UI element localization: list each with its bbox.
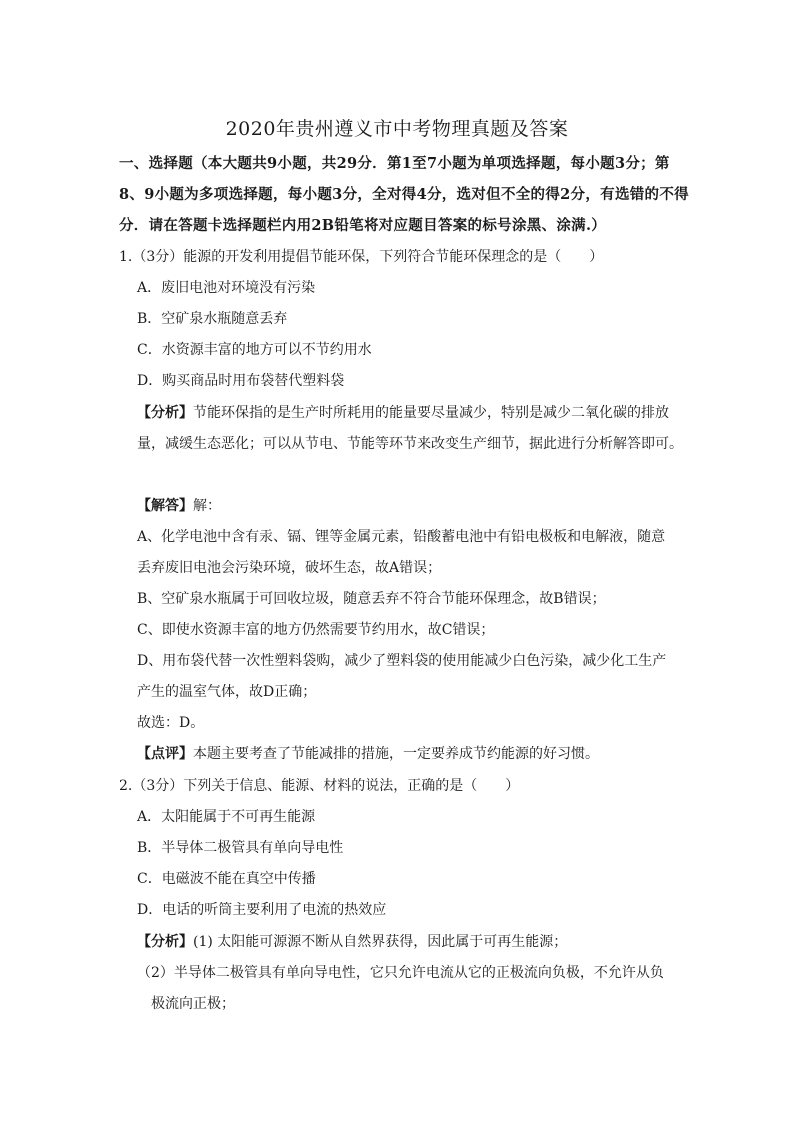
q1-option-a: A．废旧电池对环境没有污染	[137, 280, 316, 296]
q2-option-d: D．电话的听筒主要利用了电流的热效应	[137, 902, 387, 918]
q1-answer-tag: 【解答】	[137, 498, 193, 514]
q2-option-b: B．半导体二极管具有单向导电性	[137, 840, 344, 856]
q2-analysis-text-1: (1) 太阳能可源源不断从自然界获得，因此属于可再生能源；	[193, 934, 568, 950]
q1-comment-text: 本题主要考查了节能减排的措施，一定要养成节约能源的好习惯。	[193, 746, 599, 762]
q2-analysis-line-3: 极流向正极；	[151, 996, 235, 1012]
q1-analysis-text-1: 节能环保指的是生产时所耗用的能量要尽量减少，特别是减少二氧化碳的排放	[193, 405, 669, 421]
q1-analysis-line-2: 量，减缓生态恶化；可以从节电、节能等环节来改变生产细节，据此进行分析解答即可。	[137, 436, 683, 452]
q1-comment-line	[137, 744, 599, 764]
q2-analysis-line-2: （2）半导体二极管具有单向导电性，它只允许电流从它的正极流向负极，不允许从负	[137, 965, 664, 981]
q2-analysis-line-1	[137, 932, 567, 952]
q2-analysis-tag: 【分析】	[137, 934, 193, 950]
q1-answer-line-3: B、空矿泉水瓶属于可回收垃圾，随意丢弃不符合节能环保理念，故B错误；	[137, 591, 606, 607]
q1-option-d: D．购买商品时用布袋替代塑料袋	[137, 373, 345, 389]
q1-answer-line-7: 故选：D。	[137, 715, 205, 731]
q1-analysis-tag: 【分析】	[137, 405, 193, 421]
q1-option-b: B．空矿泉水瓶随意丢弃	[137, 311, 288, 327]
section-heading-line-3: 分．请在答题卡选择题栏内用2B铅笔将对应题目答案的标号涂黑、涂满.）	[119, 217, 607, 234]
section-heading-line-1: 一、选择题（本大题共9小题，共29分．第1至7小题为单项选择题，每小题3分；第	[119, 155, 670, 172]
q1-answer-header	[137, 496, 221, 516]
q1-answer-line-2: 丢弃废旧电池会污染环境，破坏生态，故A错误；	[137, 560, 442, 576]
section-heading-line-2: 8、9小题为多项选择题，每小题3分，全对得4分，选对但不全的得2分，有选错的不得	[119, 186, 689, 203]
document-title: 2020年贵州遵义市中考物理真题及答案	[225, 118, 569, 140]
q1-answer-line-6: 产生的温室气体，故D正确；	[137, 684, 317, 700]
q2-stem: 2.（3分）下列关于信息、能源、材料的说法，正确的是（ ）	[119, 778, 520, 794]
q1-answer-line-4: C、即使水资源丰富的地方仍然需要节约用水，故C错误；	[137, 622, 495, 638]
q1-option-c: C．水资源丰富的地方可以不节约用水	[137, 342, 372, 358]
q2-option-c: C．电磁波不能在真空中传播	[137, 871, 316, 887]
q1-answer-line-1: A、化学电池中含有汞、镉、锂等金属元素，铅酸蓄电池中有铅电极板和电解液，随意	[137, 529, 666, 545]
q1-comment-tag: 【点评】	[137, 746, 193, 762]
q1-analysis-line-1	[137, 403, 669, 423]
q1-answer-line-5: D、用布袋代替一次性塑料袋购，减少了塑料袋的使用能减少白色污染，减少化工生产	[137, 653, 667, 669]
q1-stem: 1.（3分）能源的开发利用提倡节能环保，下列符合节能环保理念的是（ ）	[119, 249, 604, 265]
q1-answer-intro: 解：	[193, 498, 221, 514]
q2-option-a: A．太阳能属于不可再生能源	[137, 809, 316, 825]
